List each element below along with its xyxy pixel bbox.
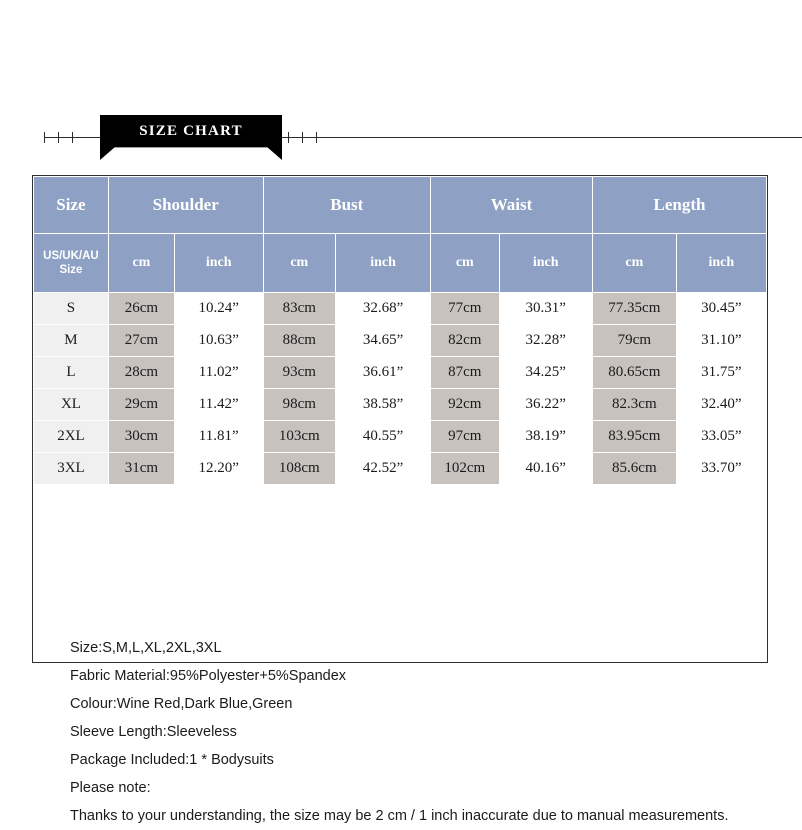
cell-length-cm: 85.6cm	[592, 453, 676, 485]
cell-bust-inch: 40.55”	[336, 421, 431, 453]
row-size: L	[34, 357, 109, 389]
note-line: Size:S,M,L,XL,2XL,3XL	[70, 640, 222, 656]
banner-tick	[288, 132, 289, 143]
sub-header-length-inch: inch	[676, 234, 766, 293]
cell-shoulder-cm: 30cm	[108, 421, 174, 453]
row-size: M	[34, 325, 109, 357]
cell-waist-cm: 97cm	[431, 421, 499, 453]
note-line: Package Included:1 * Bodysuits	[70, 752, 274, 768]
group-header-waist: Waist	[431, 177, 593, 234]
sub-header-bust-inch: inch	[336, 234, 431, 293]
cell-bust-inch: 42.52”	[336, 453, 431, 485]
banner-tick	[58, 132, 59, 143]
cell-bust-cm: 98cm	[263, 389, 336, 421]
banner-rule-right	[282, 137, 802, 138]
sub-header-shoulder-cm: cm	[108, 234, 174, 293]
cell-shoulder-cm: 29cm	[108, 389, 174, 421]
cell-shoulder-cm: 27cm	[108, 325, 174, 357]
notes-block	[66, 634, 770, 830]
cell-waist-inch: 32.28”	[499, 325, 592, 357]
sub-header-waist-cm: cm	[431, 234, 499, 293]
cell-bust-cm: 108cm	[263, 453, 336, 485]
cell-length-inch: 31.10”	[676, 325, 766, 357]
banner-tick	[302, 132, 303, 143]
row-size: XL	[34, 389, 109, 421]
note-line: Sleeve Length:Sleeveless	[70, 724, 237, 740]
cell-shoulder-inch: 10.63”	[174, 325, 263, 357]
cell-waist-cm: 102cm	[431, 453, 499, 485]
cell-waist-inch: 40.16”	[499, 453, 592, 485]
note-line: Thanks to your understanding, the size may be 2 cm / 1 inch inaccurate due to manual measurements.	[70, 808, 729, 824]
cell-shoulder-inch: 11.02”	[174, 357, 263, 389]
sub-header-shoulder-inch: inch	[174, 234, 263, 293]
cell-shoulder-inch: 11.81”	[174, 421, 263, 453]
group-header-bust: Bust	[263, 177, 431, 234]
sub-header-bust-cm: cm	[263, 234, 336, 293]
cell-bust-cm: 93cm	[263, 357, 336, 389]
cell-bust-cm: 83cm	[263, 293, 336, 325]
cell-bust-cm: 88cm	[263, 325, 336, 357]
cell-bust-inch: 34.65”	[336, 325, 431, 357]
sub-header-waist-inch: inch	[499, 234, 592, 293]
table-row	[34, 357, 767, 389]
table-row	[34, 325, 767, 357]
note-line: Colour:Wine Red,Dark Blue,Green	[70, 696, 293, 712]
sub-header-size: US/UK/AU Size	[34, 234, 109, 293]
table-row	[34, 293, 767, 325]
cell-shoulder-inch: 10.24”	[174, 293, 263, 325]
row-size: 3XL	[34, 453, 109, 485]
cell-bust-cm: 103cm	[263, 421, 336, 453]
page-title: SIZE CHART	[139, 123, 243, 139]
cell-shoulder-cm: 31cm	[108, 453, 174, 485]
table-sub-header-row	[34, 234, 767, 293]
row-size: S	[34, 293, 109, 325]
size-chart-table	[33, 176, 767, 485]
cell-length-cm: 79cm	[592, 325, 676, 357]
cell-waist-cm: 82cm	[431, 325, 499, 357]
cell-shoulder-cm: 26cm	[108, 293, 174, 325]
cell-waist-inch: 34.25”	[499, 357, 592, 389]
note-line: Fabric Material:95%Polyester+5%Spandex	[70, 668, 347, 684]
cell-waist-inch: 38.19”	[499, 421, 592, 453]
cell-bust-inch: 38.58”	[336, 389, 431, 421]
cell-waist-cm: 92cm	[431, 389, 499, 421]
size-chart-frame	[32, 175, 768, 824]
banner	[32, 115, 768, 161]
banner-tick	[44, 132, 45, 143]
cell-waist-inch: 30.31”	[499, 293, 592, 325]
banner-rule-left	[44, 137, 102, 138]
cell-length-cm: 83.95cm	[592, 421, 676, 453]
row-size: 2XL	[34, 421, 109, 453]
cell-waist-inch: 36.22”	[499, 389, 592, 421]
sub-header-length-cm: cm	[592, 234, 676, 293]
note-line: Please note:	[70, 780, 151, 796]
banner-tick	[316, 132, 317, 143]
cell-shoulder-cm: 28cm	[108, 357, 174, 389]
cell-length-cm: 80.65cm	[592, 357, 676, 389]
cell-length-inch: 32.40”	[676, 389, 766, 421]
group-header-length: Length	[592, 177, 766, 234]
cell-length-inch: 31.75”	[676, 357, 766, 389]
table-group-header-row	[34, 177, 767, 234]
cell-shoulder-inch: 12.20”	[174, 453, 263, 485]
group-header-size: Size	[34, 177, 109, 234]
cell-waist-cm: 87cm	[431, 357, 499, 389]
cell-shoulder-inch: 11.42”	[174, 389, 263, 421]
cell-length-cm: 82.3cm	[592, 389, 676, 421]
banner-tick	[72, 132, 73, 143]
cell-length-inch: 33.05”	[676, 421, 766, 453]
group-header-shoulder: Shoulder	[108, 177, 263, 234]
cell-waist-cm: 77cm	[431, 293, 499, 325]
cell-bust-inch: 32.68”	[336, 293, 431, 325]
table-row	[34, 421, 767, 453]
cell-length-inch: 33.70”	[676, 453, 766, 485]
cell-bust-inch: 36.61”	[336, 357, 431, 389]
cell-length-cm: 77.35cm	[592, 293, 676, 325]
table-row	[34, 389, 767, 421]
cell-length-inch: 30.45”	[676, 293, 766, 325]
table-row	[34, 453, 767, 485]
